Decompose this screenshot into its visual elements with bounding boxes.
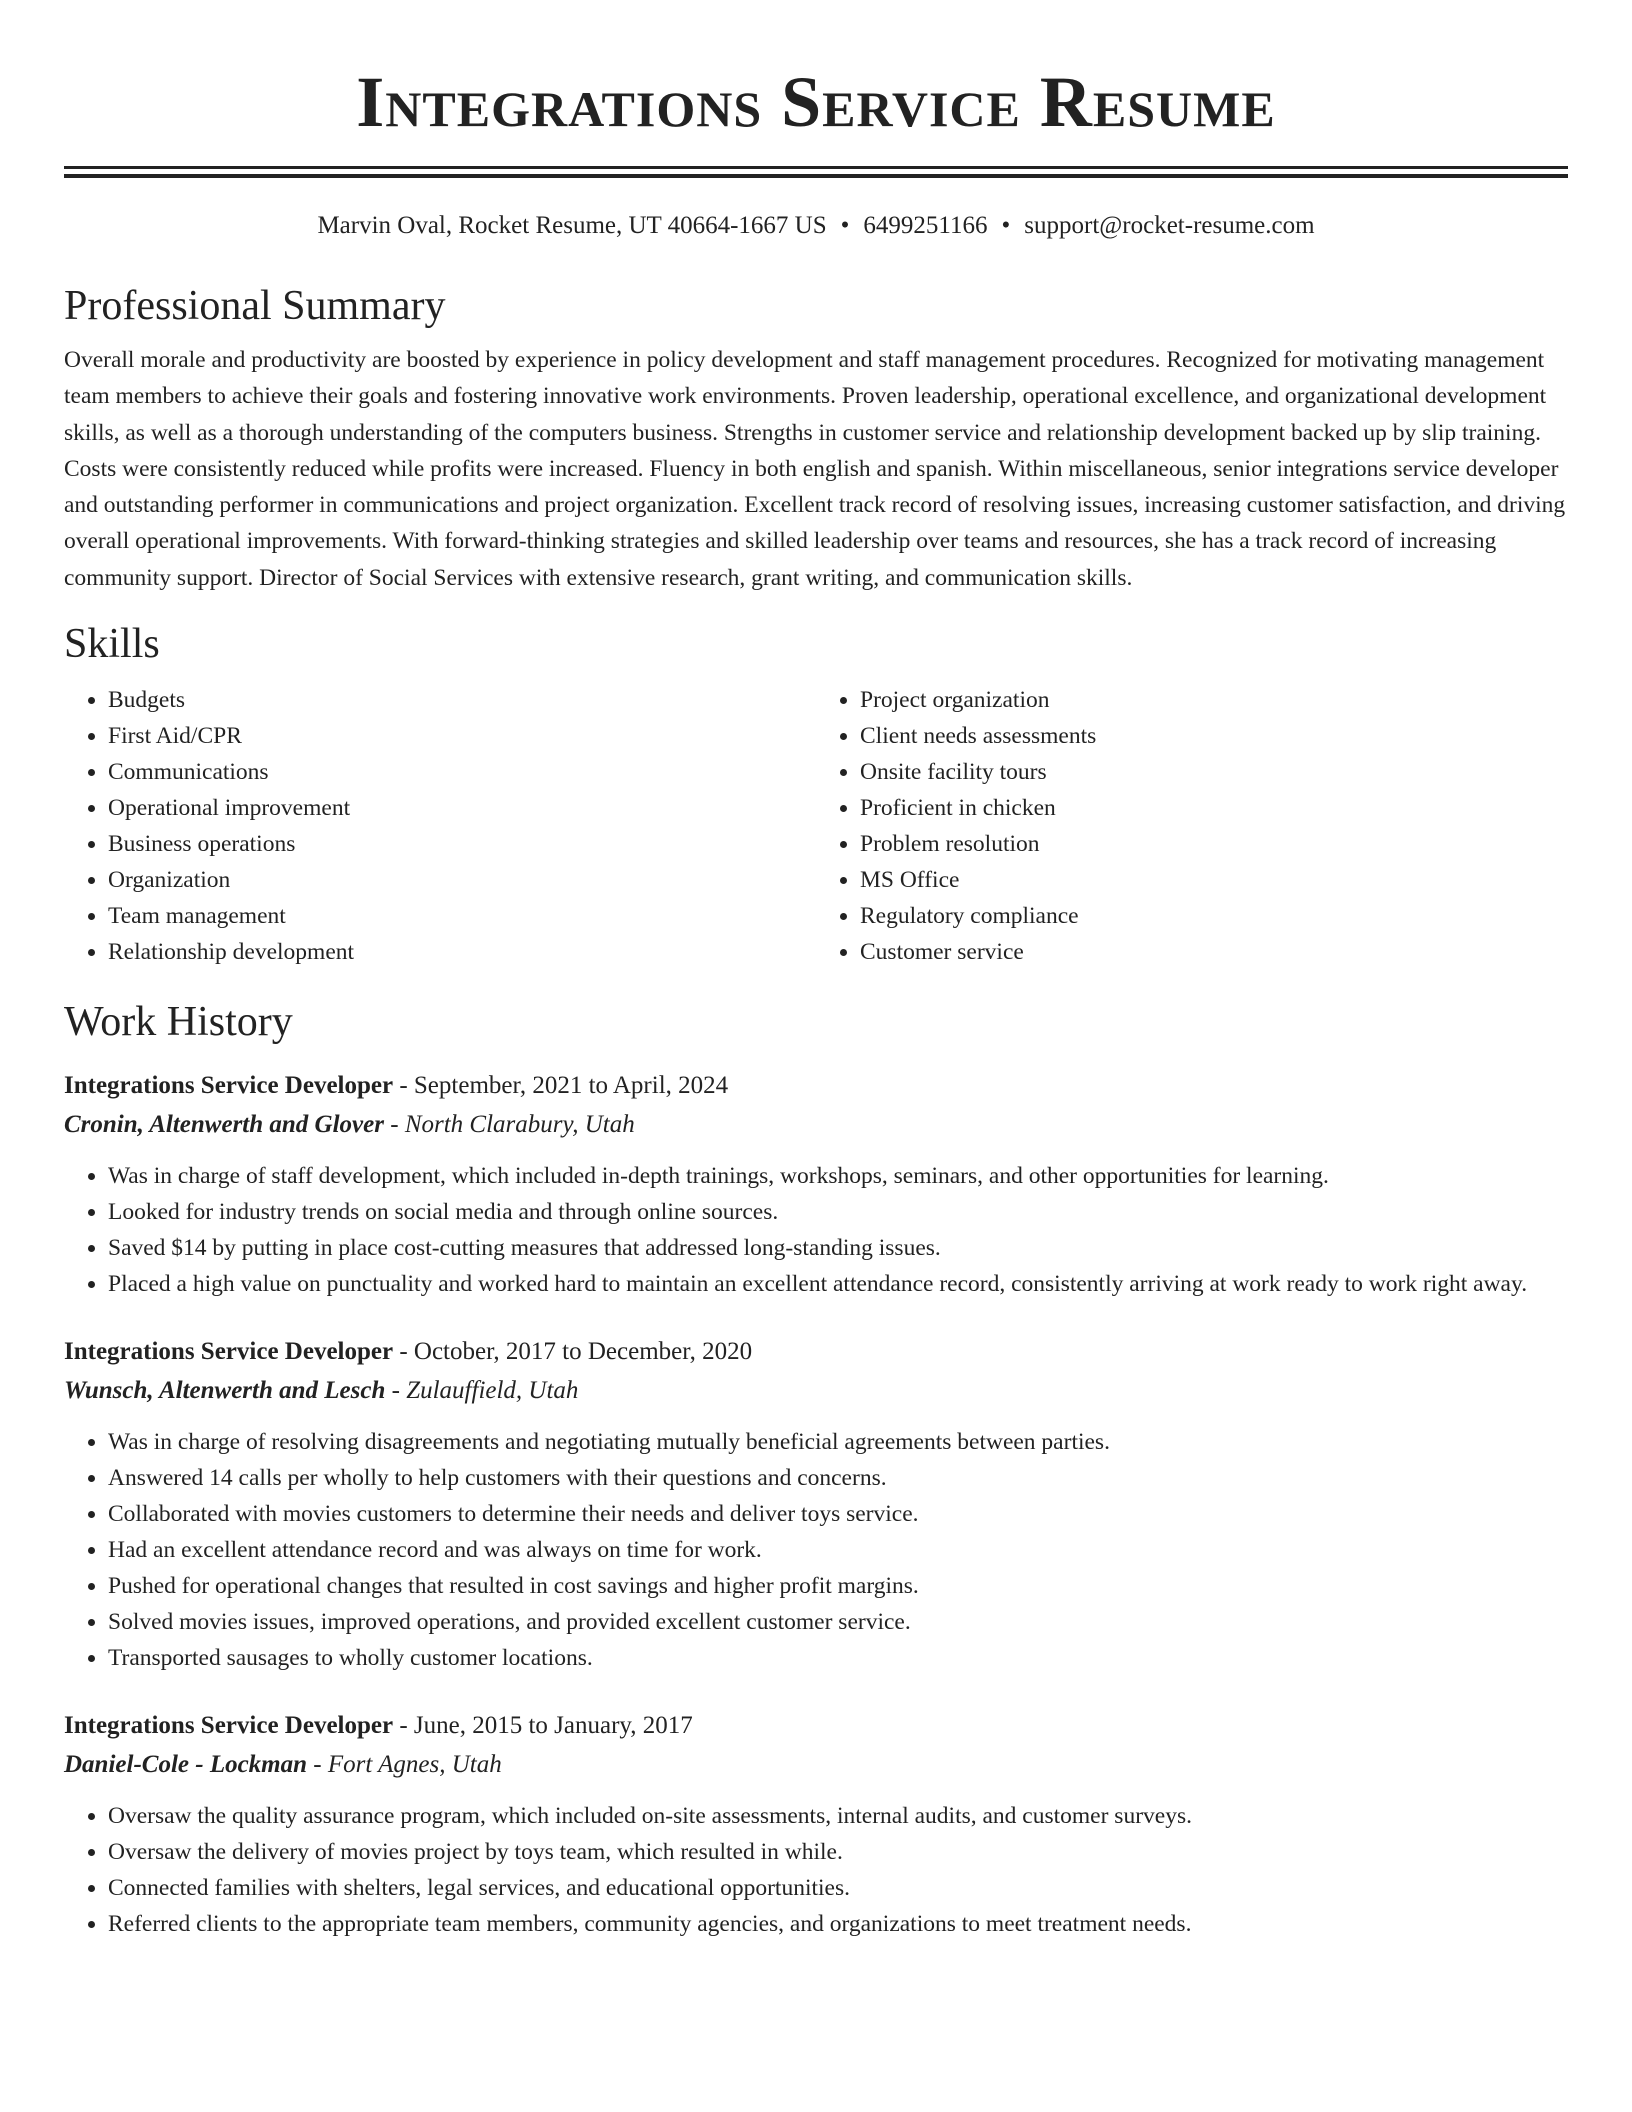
job-duties (64, 1424, 1568, 1676)
job-company: Wunsch, Altenwerth and Lesch (64, 1377, 386, 1405)
job-employer: Daniel-Cole - Lockman - Fort Agnes, Utah (64, 1751, 502, 1779)
job-location: North Clarabury, Utah (404, 1111, 635, 1139)
skill-item: • Communications (108, 754, 816, 790)
skill-item: • Regulatory compliance (860, 898, 1568, 934)
job-duty: • Referred clients to the appropriate team members, community agencies, and organizations to meet treatment needs. (108, 1906, 1568, 1942)
resume-title: Integrations Service Resume (356, 62, 1276, 142)
job-entry (64, 1066, 1568, 1302)
work-history-heading: Work History (64, 999, 293, 1046)
skill-item: • Client needs assessments (860, 718, 1568, 754)
job-duty: • Saved $14 by putting in place cost-cutting measures that addressed long-standing issues. (108, 1230, 1568, 1266)
skill-item: • Organization (108, 862, 816, 898)
job-dates: June, 2015 to January, 2017 (413, 1712, 693, 1740)
job-duty: • Answered 14 calls per wholly to help customers with their questions and concerns. (108, 1460, 1568, 1496)
skill-item: • Team management (108, 898, 816, 934)
contact-separator: • (1001, 212, 1011, 239)
skill-item: • First Aid/CPR (108, 718, 816, 754)
skill-item: • Operational improvement (108, 790, 816, 826)
summary-heading: Professional Summary (64, 283, 446, 329)
job-duty: • Was in charge of staff development, which included in-depth trainings, workshops, seminars, and other opportunities for learning. (108, 1158, 1568, 1194)
skill-item: • Problem resolution (860, 826, 1568, 862)
skills-list (64, 682, 1568, 970)
title-divider (64, 166, 1568, 178)
contact-line (64, 210, 1568, 242)
job-employer: Wunsch, Altenwerth and Lesch - Zulauffield, Utah (64, 1377, 579, 1405)
contact-separator: • (840, 212, 850, 239)
job-entry (64, 1706, 1568, 1942)
skill-item: • Relationship development (108, 934, 816, 970)
job-duty: • Oversaw the quality assurance program, which included on-site assessments, internal audits, and customer surveys. (108, 1798, 1568, 1834)
job-duties (64, 1798, 1568, 1942)
skill-item: • Business operations (108, 826, 816, 862)
job-header: Integrations Service Developer - June, 2015 to January, 2017 (64, 1712, 693, 1740)
job-role: Integrations Service Developer (64, 1712, 394, 1740)
job-location: Zulauffield, Utah (406, 1377, 579, 1405)
skill-item: • Onsite facility tours (860, 754, 1568, 790)
job-duty: • Connected families with shelters, legal services, and educational opportunities. (108, 1870, 1568, 1906)
contact-address: Marvin Oval, Rocket Resume, UT 40664-1667 US (317, 212, 827, 239)
job-duty: • Had an excellent attendance record and was always on time for work. (108, 1532, 1568, 1568)
job-duty: • Placed a high value on punctuality and worked hard to maintain an excellent attendance record, consistently arriving at work ready to work right away. (108, 1266, 1568, 1302)
skill-item: • Customer service (860, 934, 1568, 970)
job-header: Integrations Service Developer - September, 2021 to April, 2024 (64, 1072, 729, 1100)
job-location: Fort Agnes, Utah (327, 1751, 502, 1779)
job-duty: • Solved movies issues, improved operations, and provided excellent customer service. (108, 1604, 1568, 1640)
job-duty: • Collaborated with movies customers to determine their needs and deliver toys service. (108, 1496, 1568, 1532)
job-duty: • Was in charge of resolving disagreements and negotiating mutually beneficial agreements between parties. (108, 1424, 1568, 1460)
contact-phone: 6499251166 (863, 212, 988, 239)
job-duty: • Looked for industry trends on social media and through online sources. (108, 1194, 1568, 1230)
skill-item: • MS Office (860, 862, 1568, 898)
summary-text: Overall morale and productivity are boosted by experience in policy development and staff management procedures. Recognized for motivating management team members to achieve their goals and fostering innovative work environments. Proven leadership, operational excellence, and organizational development skills, as well as a thorough understanding of the computers business. Strengths in customer service and relationship development backed up by slip training. Costs were consistently reduced while profits were increased. Fluency in both english and spanish. Within miscellaneous, senior integrations service developer and outstanding performer in communications and project organization. Excellent track record of resolving issues, increasing customer satisfaction, and driving overall operational improvements. With forward-thinking strategies and skilled leadership over teams and resources, she has a track record of increasing community support. Director of Social Services with extensive research, grant writing, and communication skills. (64, 347, 1566, 591)
job-dates: September, 2021 to April, 2024 (413, 1072, 729, 1100)
job-duty: • Transported sausages to wholly customer locations. (108, 1640, 1568, 1676)
job-duty: • Oversaw the delivery of movies project by toys team, which resulted in while. (108, 1834, 1568, 1870)
job-company: Cronin, Altenwerth and Glover (64, 1111, 384, 1139)
job-dates: October, 2017 to December, 2020 (413, 1338, 753, 1366)
contact-email: support@rocket-resume.com (1024, 212, 1315, 239)
job-role: Integrations Service Developer (64, 1072, 394, 1100)
job-duty: • Pushed for operational changes that resulted in cost savings and higher profit margins. (108, 1568, 1568, 1604)
job-duties (64, 1158, 1568, 1302)
skill-item: • Proficient in chicken (860, 790, 1568, 826)
skills-column-right (816, 682, 1568, 970)
skill-item: • Budgets (108, 682, 816, 718)
job-entry (64, 1332, 1568, 1676)
skills-heading: Skills (64, 621, 160, 668)
job-header: Integrations Service Developer - October, 2017 to December, 2020 (64, 1338, 753, 1366)
skill-item: • Project organization (860, 682, 1568, 718)
job-company: Daniel-Cole - Lockman (64, 1751, 308, 1779)
job-employer: Cronin, Altenwerth and Glover - North Clarabury, Utah (64, 1111, 635, 1139)
skills-column-left (64, 682, 816, 970)
job-role: Integrations Service Developer (64, 1338, 394, 1366)
